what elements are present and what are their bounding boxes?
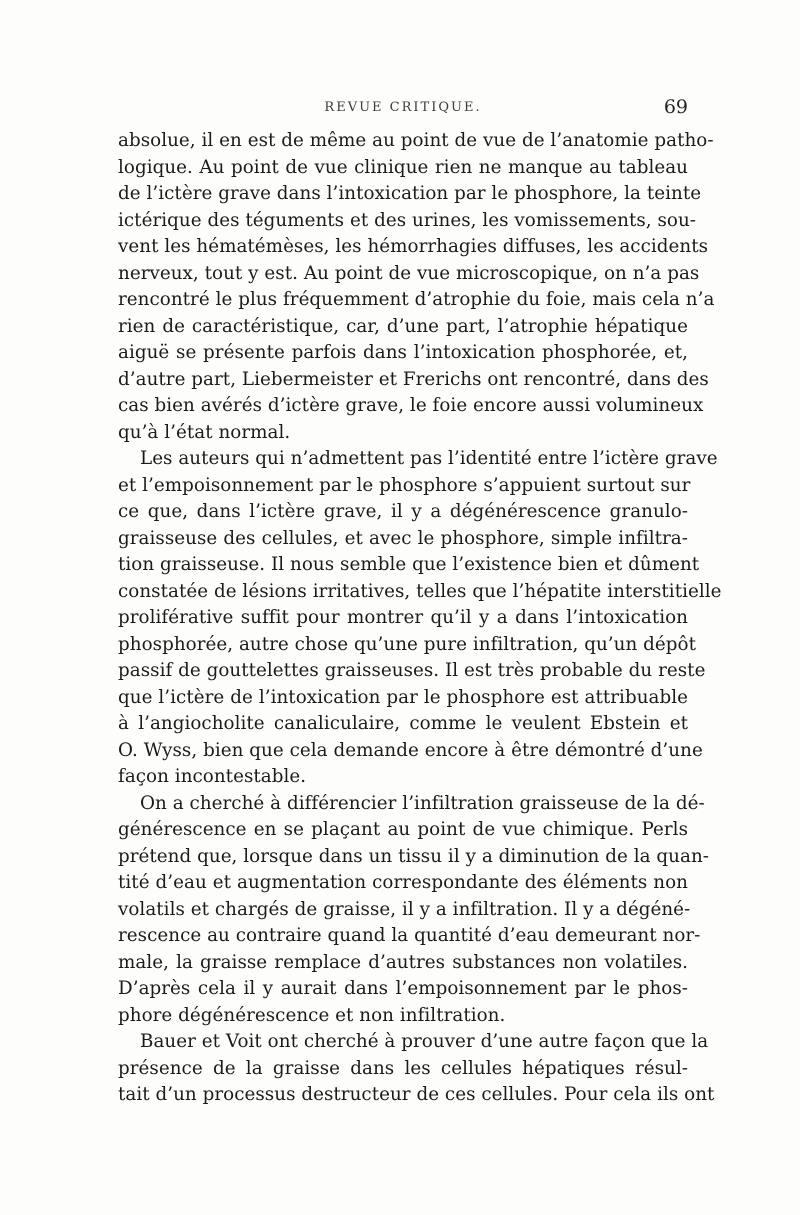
text-line: absolue, il en est de même au point de vue de l’anatomie patho-	[118, 130, 714, 151]
text-line: qu’à l’état normal.	[118, 421, 291, 443]
text-line: à l’angiocholite canaliculaire, comme le veulent Ebstein et	[118, 713, 688, 734]
text-line: présence de la graisse dans les cellules hépatiques résul-	[118, 1057, 688, 1079]
text-line: d’autre part, Liebermeister et Frerichs ont rencontré, dans des	[118, 368, 709, 390]
text-line: tait d’un processus destructeur de ces cellules. Pour cela ils ont	[118, 1084, 715, 1105]
text-line: O. Wyss, bien que cela demande encore à être démontré d’une	[118, 739, 703, 761]
text-line: prétend que, lorsque dans un tissu il y a diminution de la quan-	[118, 845, 710, 867]
text-line: ce que, dans l’ictère grave, il y a dégénérescence granulo-	[118, 501, 688, 522]
page-header	[118, 96, 688, 122]
text-line: phosphorée, autre chose qu’une pure infiltration, qu’un dépôt	[118, 633, 697, 655]
text-line: aiguë se présente parfois dans l’intoxication phosphorée, et,	[118, 342, 688, 363]
text-line: tité d’eau et augmentation correspondante des éléments non	[118, 872, 688, 893]
running-head: REVUE CRITIQUE.	[324, 100, 482, 115]
body-text	[118, 128, 722, 1109]
text-line: rencontré le plus fréquemment d’atrophie du foie, mais cela n’a	[118, 289, 715, 310]
text-line: proliférative suffit pour montrer qu’il y a dans l’intoxication	[118, 607, 688, 628]
text-line: rescence au contraire quand la quantité d’eau demeurant nor-	[118, 925, 701, 946]
text-line: vent les hématémèses, les hémorrhagies diffuses, les accidents	[118, 236, 709, 257]
text-line: graisseuse des cellules, et avec le phosphore, simple infiltra-	[118, 527, 688, 549]
text-line: tion graisseuse. Il nous semble que l’existence bien et dûment	[118, 554, 700, 575]
page-number: 69	[663, 96, 688, 118]
text-line: et l’empoisonnement par le phosphore s’appuient surtout sur	[118, 474, 691, 496]
text-line: générescence en se plaçant au point de vue chimique. Perls	[118, 819, 688, 840]
text-line: cas bien avérés d’ictère grave, le foie encore aussi volumineux	[118, 395, 704, 416]
text-line: logique. Au point de vue clinique rien ne manque au tableau	[118, 156, 688, 178]
text-line: ictérique des téguments et des urines, les vomissements, sou-	[118, 209, 697, 231]
text-line: On a cherché à différencier l’infiltration graisseuse de la dé-	[140, 792, 705, 814]
text-line: constatée de lésions irritatives, telles que l’hépatite interstitielle	[118, 580, 722, 602]
text-line: que l’ictère de l’intoxication par le phosphore est attribuable	[118, 686, 688, 708]
text-line: nerveux, tout y est. Au point de vue microscopique, on n’a pas	[118, 262, 700, 284]
text-line: rien de caractéristique, car, d’une part, l’atrophie hépatique	[118, 315, 688, 337]
text-line: Bauer et Voit ont cherché à prouver d’une autre façon que la	[140, 1031, 709, 1052]
text-line: Les auteurs qui n’admettent pas l’identité entre l’ictère grave	[140, 448, 718, 469]
text-line: phore dégénérescence et non infiltration.	[118, 1004, 506, 1026]
text-line: passif de gouttelettes graisseuses. Il est très probable du reste	[118, 660, 706, 681]
text-line: male, la graisse remplace d’autres substances non volatiles.	[118, 951, 688, 973]
text-line: D’après cela il y aurait dans l’empoisonnement par le phos-	[118, 978, 688, 999]
text-line: volatils et chargés de graisse, il y a infiltration. Il y a dégéné-	[118, 898, 691, 920]
text-line: façon incontestable.	[118, 766, 307, 787]
text-line: de l’ictère grave dans l’intoxication par le phosphore, la teinte	[118, 183, 702, 204]
